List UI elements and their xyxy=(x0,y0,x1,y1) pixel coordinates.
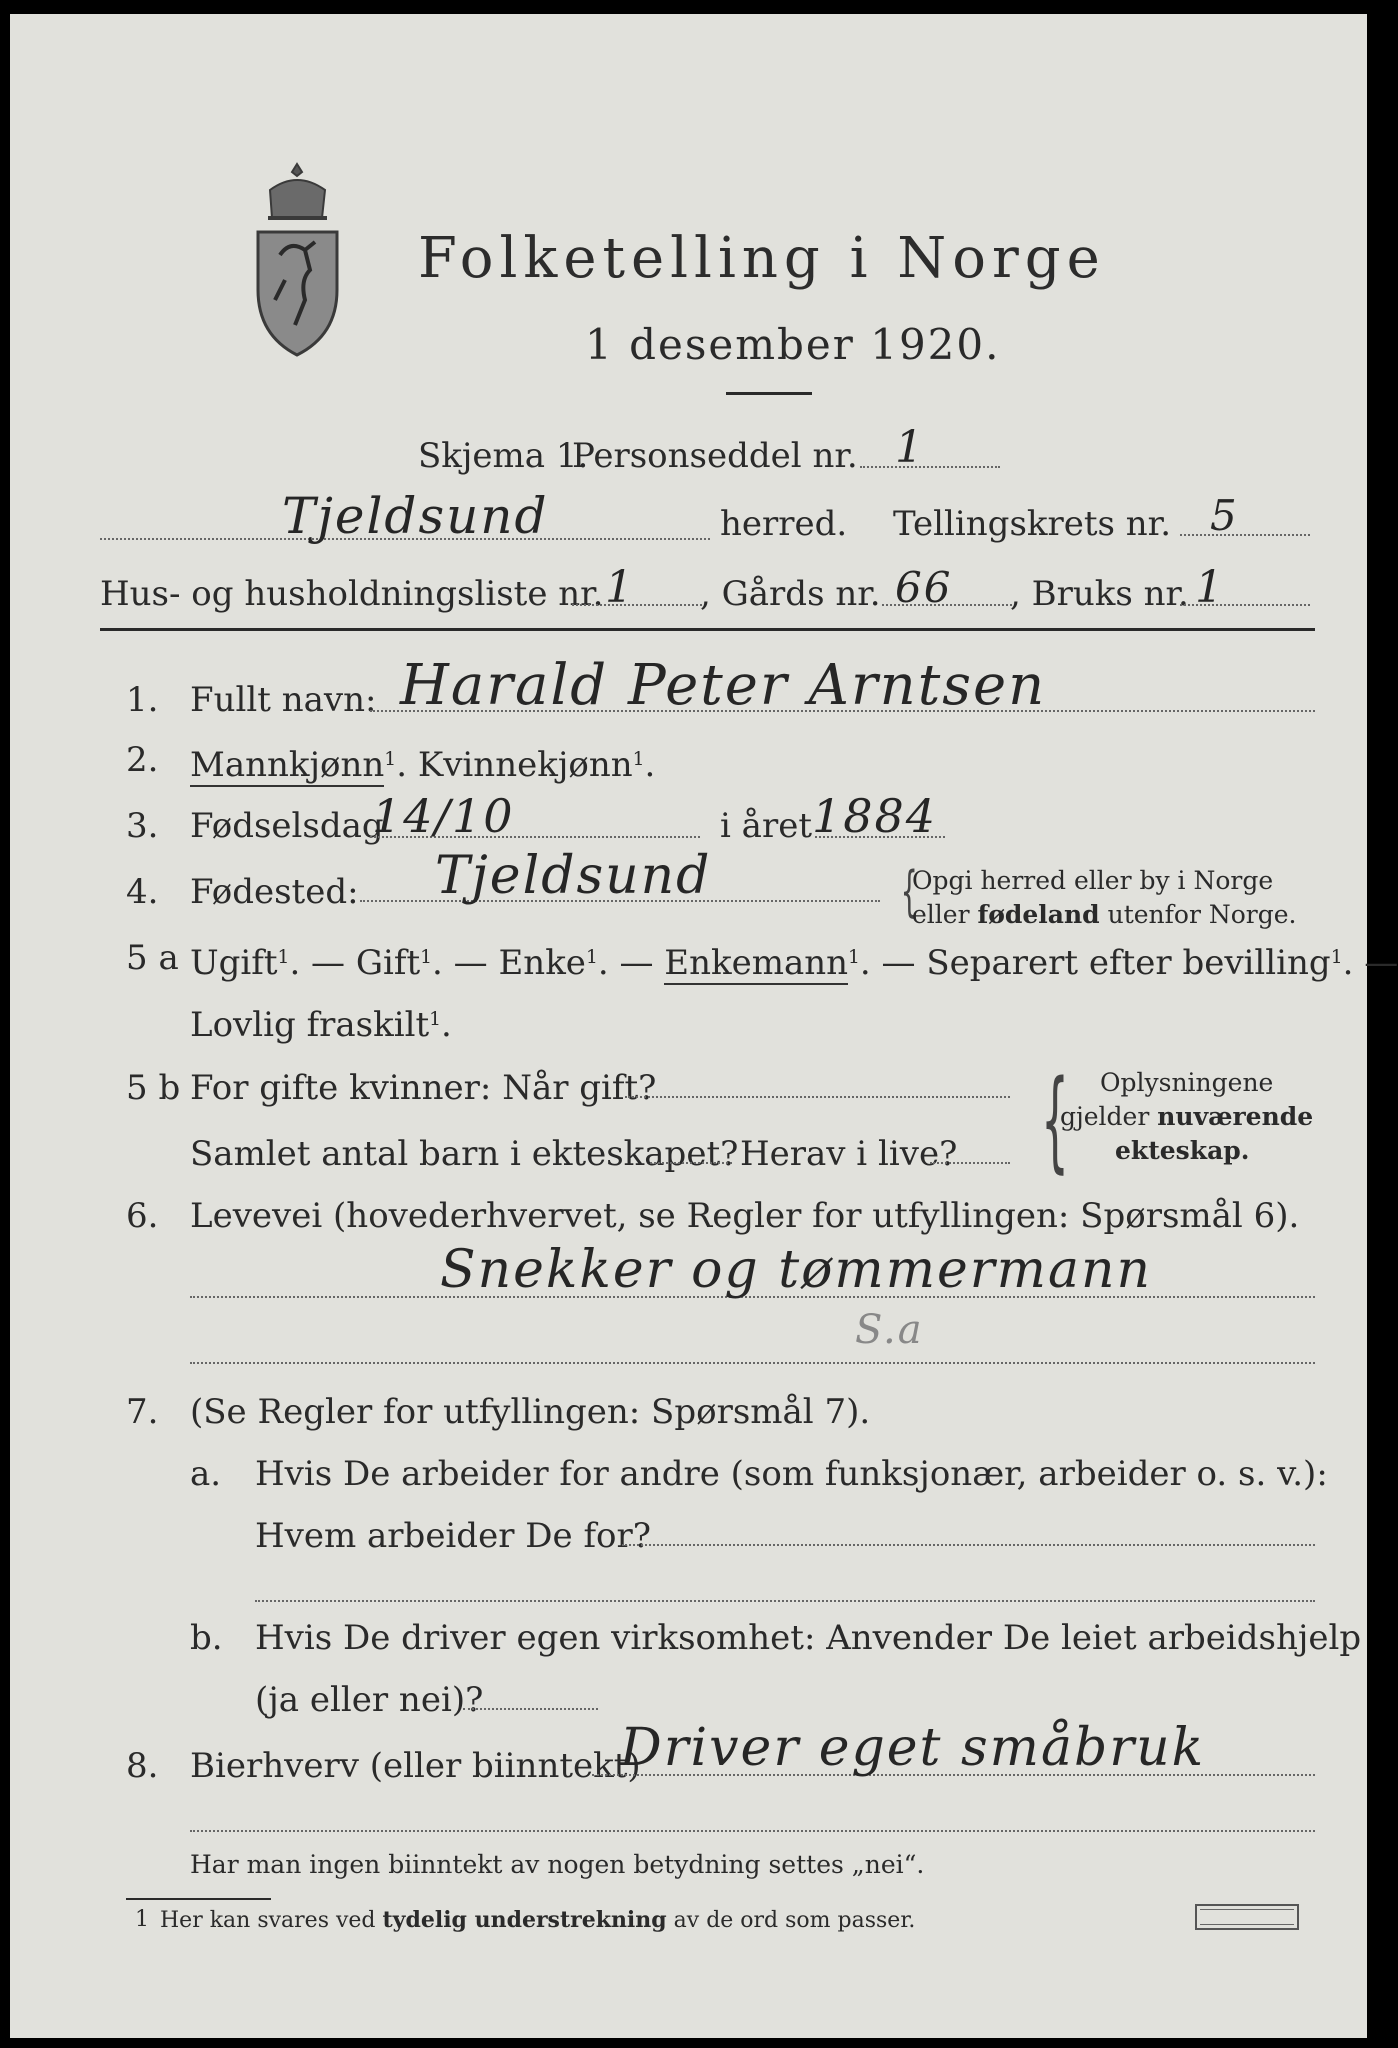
q3-year-value: 1884 xyxy=(812,789,938,843)
q7a-line1: Hvis De arbeider for andre (som funksjonær, arbeider o. s. v.): xyxy=(255,1454,1328,1494)
q5a-gift-option: Gift xyxy=(355,943,421,984)
form-title: Folketelling i Norge xyxy=(418,226,1106,291)
q4-note-line2: eller fødeland utenfor Norge. xyxy=(912,900,1297,929)
tellingskrets-label: Tellingskrets nr. xyxy=(893,504,1172,544)
q1-number: 1. xyxy=(126,680,159,720)
herred-label: herred. xyxy=(720,504,848,544)
q3-number: 3. xyxy=(126,806,159,846)
q7a-line2: Hvem arbeider De for? xyxy=(255,1516,651,1556)
q7b-line2: (ja eller nei)? xyxy=(255,1680,484,1720)
q2-female-option: Kvinnekjønn xyxy=(417,745,633,786)
q5a-fraskilt-option: Lovlig fraskilt$^1$. xyxy=(190,1005,452,1046)
q5b-note-line1: Oplysningene xyxy=(1100,1068,1274,1097)
footnote-text: Her kan svares ved tydelig understrekning av de ord som passer. xyxy=(160,1907,916,1933)
q6-number: 6. xyxy=(126,1196,159,1236)
q3-label: Fødselsdag xyxy=(190,806,384,846)
q7a-field-line-2 xyxy=(255,1600,1315,1602)
q6-coder-mark: S.a xyxy=(855,1307,924,1353)
q7b-field-line xyxy=(463,1708,598,1710)
herred-value: Tjeldsund xyxy=(282,487,549,545)
q5b-children-field-line xyxy=(650,1162,732,1164)
biinntekt-note: Har man ingen biinntekt av nogen betydning settes „nei“. xyxy=(190,1850,925,1879)
q7b-letter: b. xyxy=(190,1618,223,1658)
q5b-children-label: Samlet antal barn i ekteskapet? xyxy=(190,1134,739,1174)
husholdningsliste-field-line xyxy=(572,604,702,606)
q7-label: (Se Regler for utfyllingen: Spørsmål 7). xyxy=(190,1392,871,1432)
q5a-separert-option: Separert efter bevilling xyxy=(926,943,1331,984)
q5a-number: 5 a xyxy=(126,938,179,978)
norwegian-coat-of-arms-icon xyxy=(250,160,345,360)
gards-value: 66 xyxy=(895,563,953,612)
q4-number: 4. xyxy=(126,872,159,912)
q6-field-line-2 xyxy=(190,1362,1315,1364)
q5b-when-married-label: For gifte kvinner: Når gift? xyxy=(190,1068,657,1108)
footnote-number: 1 xyxy=(135,1907,149,1932)
section-divider xyxy=(100,628,1315,631)
q5b-when-married-field-line xyxy=(625,1096,1010,1098)
q5b-number: 5 b xyxy=(126,1068,181,1108)
tellingskrets-field-line xyxy=(1180,534,1310,536)
q5a-enkemann-option: Enkemann xyxy=(664,943,849,984)
q5b-alive-field-line xyxy=(930,1162,1010,1164)
q8-value: Driver eget småbruk xyxy=(620,1718,1206,1778)
personseddel-value: 1 xyxy=(895,422,925,473)
bruks-value: 1 xyxy=(1195,562,1225,613)
q1-label: Fullt navn: xyxy=(190,680,377,720)
printer-stamp xyxy=(1195,1904,1299,1930)
footnote-divider xyxy=(126,1898,271,1900)
q6-label: Levevei (hovederhvervet, se Regler for utfyllingen: Spørsmål 6). xyxy=(190,1196,1300,1236)
q3-year-label: i året xyxy=(720,806,812,846)
q5b-note-line2: gjelder nuværende xyxy=(1060,1102,1314,1131)
q7a-letter: a. xyxy=(190,1454,222,1494)
q8-number: 8. xyxy=(126,1746,159,1786)
gards-label: , Gårds nr. xyxy=(700,574,881,614)
q2-male-option: Mannkjønn xyxy=(190,745,385,786)
tellingskrets-value: 5 xyxy=(1210,491,1239,540)
q5b-note-brace: { xyxy=(1041,1056,1069,1184)
q5a-enke-option: Enke xyxy=(498,943,586,984)
q5b-alive-label: Herav i live? xyxy=(740,1134,958,1174)
personseddel-field-line xyxy=(860,466,1000,468)
q7b-line1: Hvis De driver egen virksomhet: Anvender De leiet arbeidshjelp xyxy=(255,1618,1362,1658)
q7a-field-line-1 xyxy=(622,1544,1315,1546)
bruks-label: , Bruks nr. xyxy=(1010,574,1189,614)
q6-value: Snekker og tømmermann xyxy=(440,1240,1152,1300)
q5a-ugift-option: Ugift xyxy=(190,943,278,984)
personseddel-label: Personseddel nr. xyxy=(572,436,858,476)
q2-number: 2. xyxy=(126,740,159,780)
husholdningsliste-value: 1 xyxy=(605,562,635,613)
q1-value: Harald Peter Arntsen xyxy=(400,653,1047,718)
q4-value: Tjeldsund xyxy=(435,846,712,906)
skjema-label: Skjema 1. xyxy=(418,436,589,476)
q4-note-line1: Opgi herred eller by i Norge xyxy=(912,866,1274,895)
q8-field-line-2 xyxy=(190,1830,1315,1832)
husholdningsliste-label: Hus- og husholdningsliste nr. xyxy=(100,574,604,614)
q4-label: Fødested: xyxy=(190,872,359,912)
q5a-options: Ugift$^1$. — Gift$^1$. — Enke$^1$. — Enkemann$^1$. — Separert efter bevilling$^1$. — xyxy=(190,943,1398,984)
q8-label: Bierhverv (eller biinntekt) xyxy=(190,1746,641,1786)
q7-number: 7. xyxy=(126,1392,159,1432)
q2-options: Mannkjønn$^1$. Kvinnekjønn$^1$. xyxy=(190,745,656,786)
form-subtitle: 1 desember 1920. xyxy=(585,320,1001,369)
q3-date-value: 14/10 xyxy=(372,789,515,843)
q5b-note-line3: ekteskap. xyxy=(1115,1136,1250,1165)
title-divider xyxy=(726,392,812,395)
q4-note-brace: { xyxy=(900,860,918,923)
